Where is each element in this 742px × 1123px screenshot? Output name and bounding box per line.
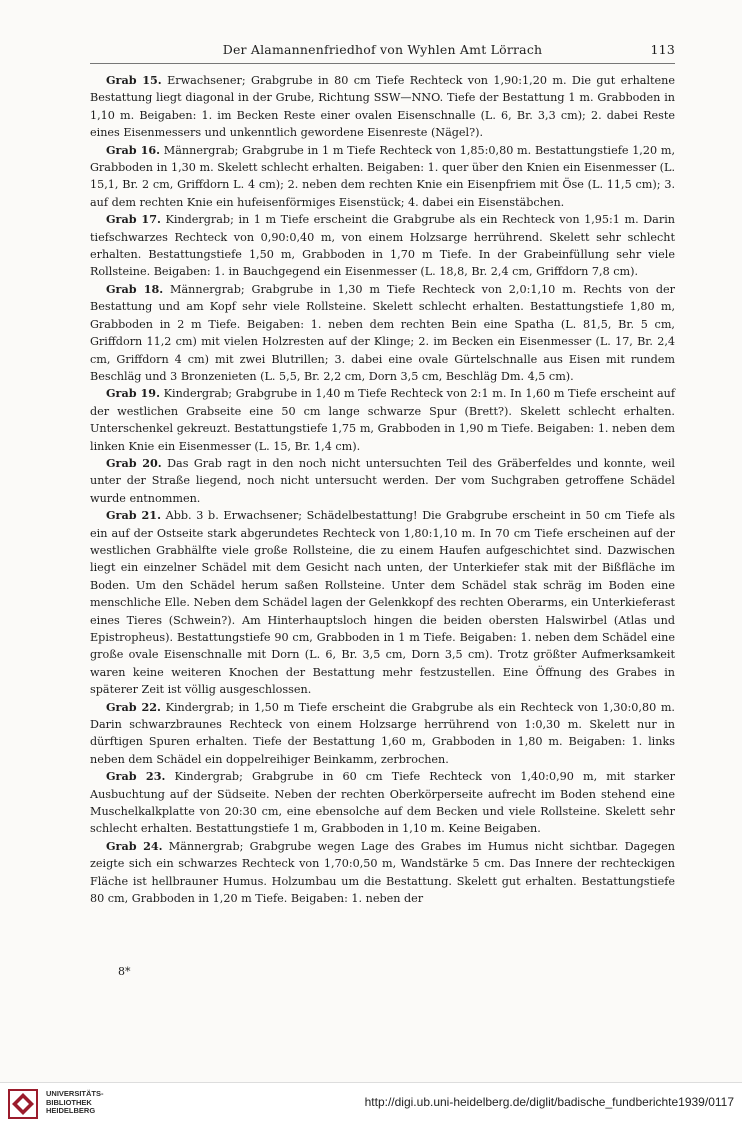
grave-text: Kindergrab; Grabgrube in 60 cm Tiefe Rechteck von 1,40:0,90 m, mit starker Ausbuchtung auf der Südseite. Neben der rechten Oberkörperseite aufrecht im Boden stehend eine Muschelkalkplatte von 20:30 cm, eine ebensolche auf dem Becken und viele Rollsteine. Skelett sehr schlecht erhalten. Bestattungstiefe 1 m, Grabboden in 1,10 m. Keine Beigaben. — [90, 770, 675, 836]
running-header — [90, 42, 675, 60]
grave-entry — [90, 455, 675, 507]
grave-entry — [90, 838, 675, 908]
grave-text: Kindergrab; Grabgrube in 1,40 m Tiefe Rechteck von 2:1 m. In 1,60 m Tiefe erscheint auf der westlichen Grabseite eine 50 cm lange schwarze Spur (Brett?). Skelett schlecht erhalten. Unterschenkel gekreuzt. Bestattungstiefe 1,75 m, Grabboden in 1,90 m Tiefe. Beigaben: 1. neben dem linken Knie ein Eisenmesser (L. 15, Br. 1,4 cm). — [90, 387, 675, 453]
grave-label: Grab 15. — [106, 73, 162, 87]
grave-label: Grab 21. — [106, 508, 161, 523]
grave-entry — [90, 699, 675, 769]
grave-text: Erwachsener; Grabgrube in 80 cm Tiefe Rechteck von 1,90:1,20 m. Die gut erhaltene Bestattung liegt diagonal in der Grube, Richtung SSW—NNO. Tiefe der Bestattung 1 m. Grabboden in 1,10 m. Beigaben: 1. im Becken Reste einer ovalen Eisenschnalle (L. 6, Br. 3,3 cm); 2. dabei Reste eines Eisenmessers und unkenntlich gewordene Eisenreste (Nägel?). — [90, 74, 675, 140]
grave-label: Grab 22. — [106, 699, 161, 714]
university-seal-icon — [8, 1089, 38, 1119]
grave-label: Grab 18. — [106, 281, 164, 296]
grave-label: Grab 16. — [106, 142, 161, 157]
grave-text: Abb. 3 b. Erwachsener; Schädelbestattung! Die Grabgrube erscheint in 50 cm Tiefe als ein auf der Ostseite stark abgerundetes Rechteck von 1,80:1,10 m. In 70 cm Tiefe erscheinen auf der westlichen Grabhälfte viele große Rollsteine, die zu einem Haufen aufgeschichtet sind. Dazwischen liegt ein einzelner Schädel mit dem Gesicht nach unten, der Unterkiefer stak mit der Bißfläche im Boden. Um den Schädel herum saßen Rollsteine. Unter dem Schädel stak schräg im Boden eine menschliche Elle. Neben dem Schädel lagen der Gelenkkopf des rechten Oberarms, ein Unterkieferast eines Tieres (Schwein?). Am Hinterhauptsloch hingen die beiden obersten Halswirbel (Atlas und Epistropheus). Bestattungstiefe 90 cm, Grabboden in 1 m Tiefe. Beigaben: 1. neben dem Schädel eine große ovale Eisenschnalle mit Dorn (L. 6, Br. 3,5 cm, Dorn 3,5 cm). Trotz größter Aufmerksamkeit waren keine weiteren Knochen der Bestattung mehr festzustellen. Eine Öffnung des Grabes in späterer Zeit ist völlig ausgeschlossen. — [90, 509, 675, 697]
grave-text: Das Grab ragt in den noch nicht untersuchten Teil des Gräberfeldes und konnte, weil unter der Straße liegend, noch nicht untersucht werden. Der vom Suchgraben getroffene Schädel wurde entnommen. — [90, 456, 675, 505]
library-name — [46, 1090, 104, 1116]
grave-text: Kindergrab; in 1,50 m Tiefe erscheint die Grabgrube als ein Rechteck von 1,30:0,80 m. Darin schwarzbraunes Rechteck von einem Holzsarge herrührend von 1:0,30 m. Skelett nur in dürftigen Spuren erhalten. Tiefe der Bestattung 1,60 m, Grabboden in 1,80 m. Beigaben: 1. links neben dem Schädel ein doppelreihiger Beinkamm, zerbrochen. — [90, 700, 675, 766]
grave-entry — [90, 72, 675, 142]
running-title: Der Alamannenfriedhof von Wyhlen Amt Lörrach — [222, 42, 543, 57]
grave-entry — [90, 211, 675, 281]
page-number: 113 — [650, 42, 675, 57]
grave-entry — [90, 768, 675, 838]
grave-label: Grab 23. — [106, 769, 166, 784]
grave-text: Männergrab; Grabgrube in 1 m Tiefe Rechteck von 1,85:0,80 m. Bestattungstiefe 1,20 m, Grabboden in 1,30 m. Skelett schlecht erhalten. Beigaben: 1. quer über den Knien ein Eisenmesser (L. 15,1, Br. 2 cm, Griffdorn L. 4 cm); 2. neben dem rechten Knie ein Eisenpfriem mit Öse (L. 11,5 cm); 3. auf dem rechten Knie ein hufeisenförmiges Eisenstück; 4. dabei ein Eisenstäbchen. — [90, 143, 675, 209]
grave-text: Männergrab; Grabgrube in 1,30 m Tiefe Rechteck von 2,0:1,10 m. Rechts von der Bestattung und am Kopf sehr viele Rollsteine. Skelett schlecht erhalten. Bestattungstiefe 1,80 m, Grabboden in 2 m Tiefe. Beigaben: 1. neben dem rechten Bein eine Spatha (L. 81,5, Br. 5 cm, Griffdorn 11,2 cm) mit vielen Holzresten auf der Klinge; 2. im Becken ein Eisenmesser (L. 17, Br. 2,4 cm, Griffdorn 4 cm) mit zwei Blutrillen; 3. dabei eine ovale Gürtelschnalle aus Eisen mit rundem Beschläg und 3 Bronzenieten (L. 5,5, Br. 2,2 cm, Dorn 3,5 cm, Beschläg Dm. 4,5 cm). — [90, 282, 675, 383]
grave-label: Grab 20. — [106, 455, 162, 470]
library-line: HEIDELBERG — [46, 1106, 96, 1116]
grave-label: Grab 24. — [106, 838, 163, 853]
article-body — [90, 72, 675, 908]
source-url-link[interactable]: http://digi.ub.uni-heidelberg.de/diglit/badische_fundberichte1939/0117 — [364, 1095, 734, 1109]
grave-label: Grab 17. — [106, 212, 161, 227]
grave-entry — [90, 142, 675, 212]
grave-text: Kindergrab; in 1 m Tiefe erscheint die Grabgrube als ein Rechteck von 1,95:1 m. Darin tiefschwarzes Rechteck von 0,90:0,40 m, von einem Holzsarge herrührend. Skelett sehr schlecht erhalten. Bestattungstiefe 1,50 m, Grabboden in 1,70 m Tiefe. In der Grabeinfüllung sehr viele Rollsteine. Beigaben: 1. in Bauchgegend ein Eisenmesser (L. 18,8, Br. 2,4 cm, Griffdorn 7,8 cm). — [90, 213, 675, 279]
library-line: BIBLIOTHEK — [46, 1097, 92, 1107]
header-rule — [90, 63, 675, 64]
grave-text: Männergrab; Grabgrube wegen Lage des Grabes im Humus nicht sichtbar. Dagegen zeigte sich ein schwarzes Rechteck von 1,70:0,50 m, Wandstärke 5 cm. Das Innere der rechteckigen Fläche ist hellbrauner Humus. Holzumbau um die Bestattung. Skelett gut erhalten. Bestattungstiefe 80 cm, Grabboden in 1,20 m Tiefe. Beigaben: 1. neben der — [90, 839, 675, 906]
library-line: UNIVERSITÄTS- — [46, 1089, 104, 1098]
grave-label: Grab 19. — [106, 386, 160, 401]
grave-entry — [90, 507, 675, 698]
grave-entry — [90, 281, 675, 385]
grave-entry — [90, 385, 675, 455]
footer-bar — [0, 1082, 742, 1123]
signature-mark: 8* — [118, 965, 131, 978]
